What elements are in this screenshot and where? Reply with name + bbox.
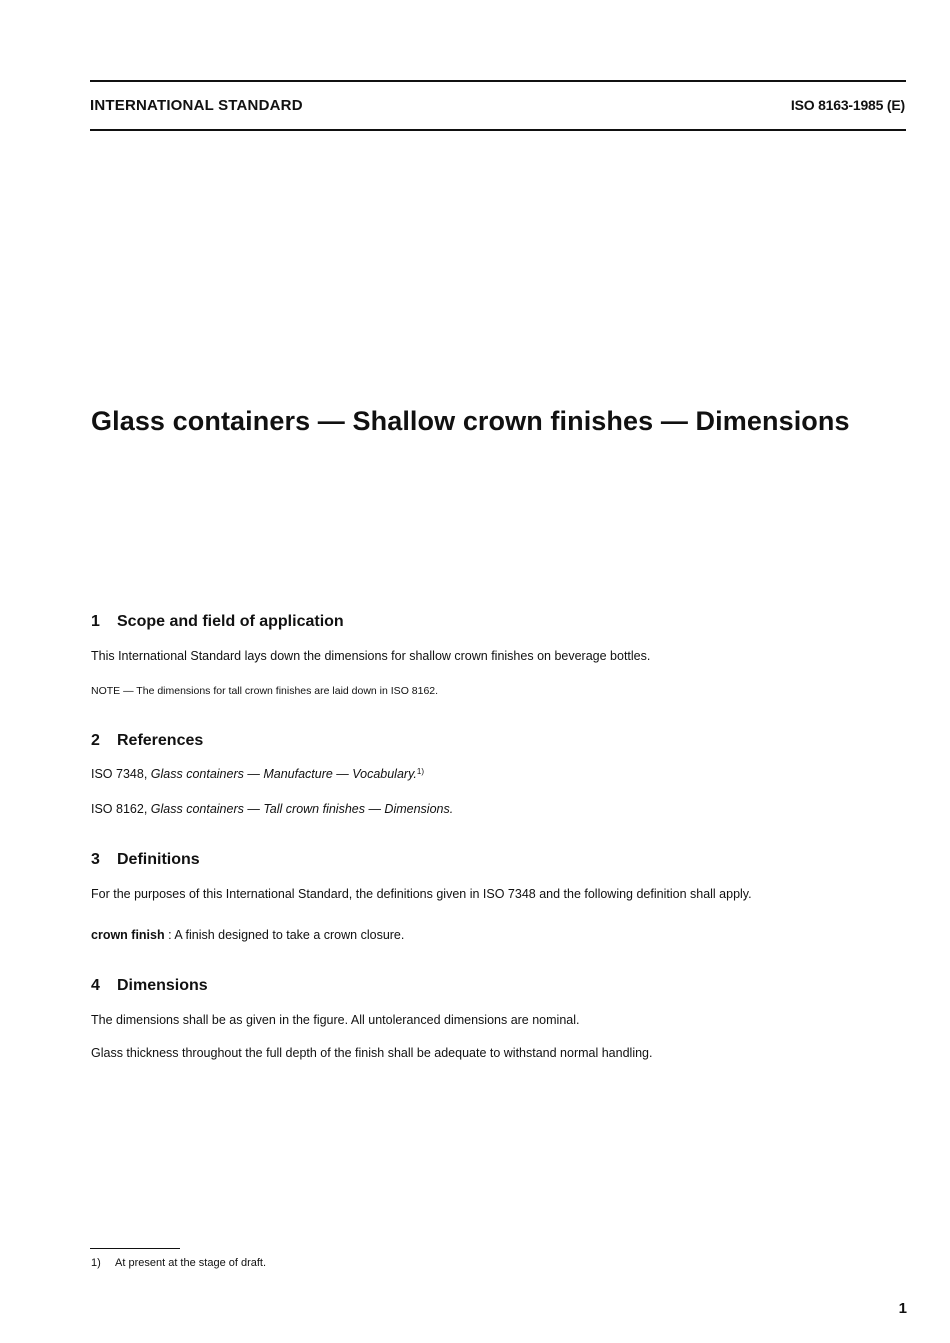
section-1-note: NOTE — The dimensions for tall crown finishes are laid down in ISO 8162. — [91, 685, 439, 697]
section-2-title: References — [117, 732, 204, 749]
reference-1 — [91, 767, 424, 781]
definition-crown-finish — [91, 928, 404, 942]
reference-1-footnote-mark: 1) — [416, 767, 424, 776]
page-number: 1 — [898, 1300, 907, 1317]
header-top-rule — [90, 80, 906, 82]
section-3-heading — [91, 851, 200, 869]
footnote-number: 1) — [91, 1257, 101, 1269]
section-1-heading — [91, 613, 344, 631]
reference-2-title: Glass containers — Tall crown finishes — Dimensions. — [150, 802, 454, 816]
definition-term: crown finish — [91, 928, 165, 942]
definition-text: : A finish designed to take a crown closure. — [168, 928, 405, 942]
section-4-number: 4 — [91, 977, 100, 994]
footnote-text: At present at the stage of draft. — [115, 1257, 267, 1269]
section-2-heading — [91, 732, 203, 750]
section-3-title: Definitions — [117, 851, 200, 868]
section-4-title: Dimensions — [117, 977, 208, 994]
section-3-number: 3 — [91, 851, 100, 868]
section-1-paragraph: This International Standard lays down the dimensions for shallow crown finishes on beverage bottles. — [91, 649, 651, 663]
reference-2 — [91, 802, 453, 816]
section-4-heading — [91, 977, 208, 995]
section-3-paragraph: For the purposes of this International Standard, the definitions given in ISO 7348 and the following definition shall apply. — [91, 887, 752, 901]
footnote-rule — [90, 1248, 180, 1249]
section-1-number: 1 — [91, 613, 100, 630]
header-bottom-rule — [90, 129, 906, 131]
section-4-paragraph-2: Glass thickness throughout the full depth of the finish shall be adequate to withstand normal handling. — [91, 1046, 653, 1060]
document-type: INTERNATIONAL STANDARD — [90, 97, 303, 114]
standard-number: ISO 8163-1985 (E) — [790, 97, 905, 113]
document-title: Glass containers — Shallow crown finishes — Dimensions — [91, 406, 850, 436]
reference-2-code: ISO 8162, — [91, 802, 148, 816]
section-4-paragraph-1: The dimensions shall be as given in the figure. All untoleranced dimensions are nominal. — [91, 1013, 580, 1027]
reference-1-code: ISO 7348, — [91, 767, 148, 781]
section-2-number: 2 — [91, 732, 100, 749]
footnote — [91, 1257, 266, 1269]
section-1-title: Scope and field of application — [117, 613, 344, 630]
reference-1-title: Glass containers — Manufacture — Vocabulary. — [150, 767, 417, 781]
